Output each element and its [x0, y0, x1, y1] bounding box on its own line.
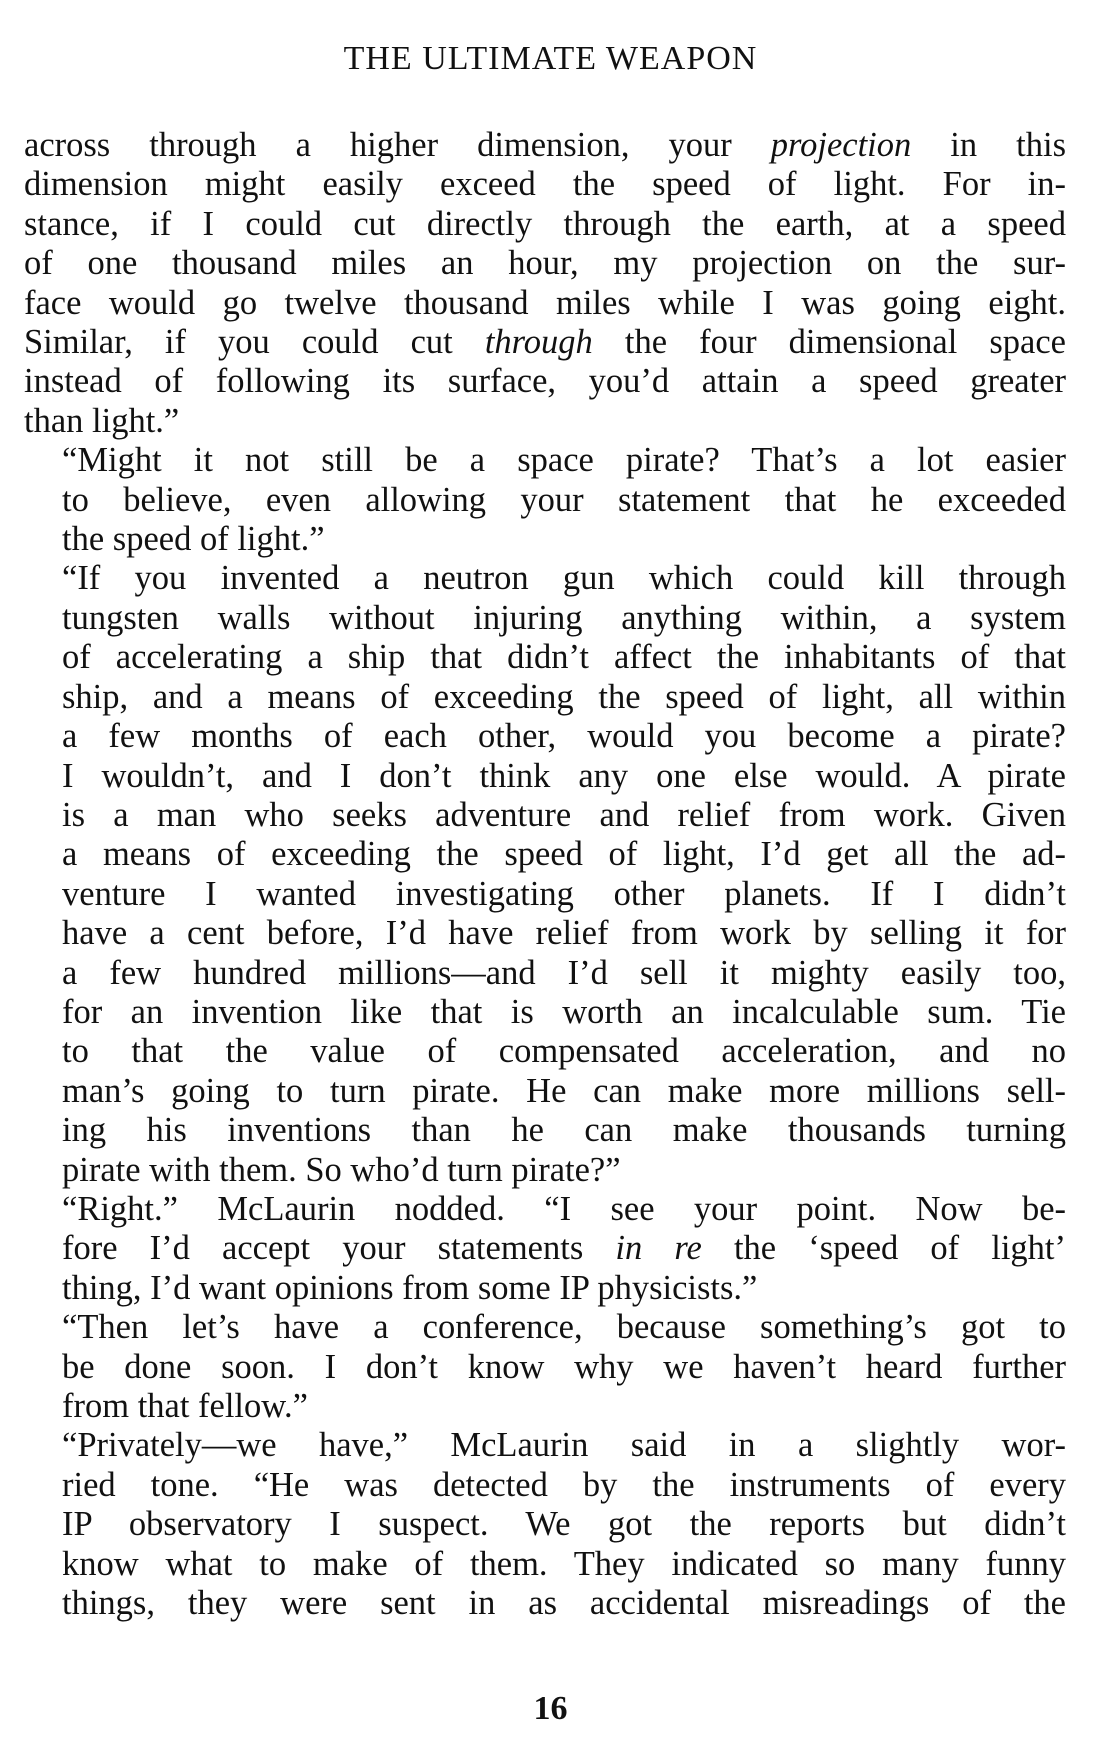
text-line	[24, 520, 1066, 559]
text-run: a few hundred millions—and I’d sell it mighty easily too,	[62, 953, 1066, 992]
text-run: know what to make of them. They indicated so many funny	[62, 1544, 1066, 1583]
page-number: 16	[533, 1690, 568, 1727]
text-run: than light.”	[24, 401, 180, 440]
text-line	[24, 954, 1066, 993]
text-run: to believe, even allowing your statement that he exceeded	[62, 480, 1066, 519]
text-run: a few months of each other, would you become a pirate?	[62, 717, 1066, 756]
text-line	[24, 875, 1066, 914]
text-run: I wouldn’t, and I don’t think any one else would. A pirate	[62, 756, 1066, 795]
text-run: the speed of light.”	[62, 520, 325, 559]
text-line	[24, 1426, 1066, 1465]
text-run: across through a higher dimension, your	[24, 126, 771, 164]
text-line	[24, 559, 1066, 598]
text-line	[24, 1308, 1066, 1347]
text-line	[24, 1348, 1066, 1387]
text-line	[24, 1032, 1066, 1071]
paragraph	[24, 1308, 1066, 1426]
text-run: “Might it not still be a space pirate? That’s a lot easier	[62, 441, 1066, 480]
paragraph	[24, 559, 1066, 1190]
text-run: in this	[911, 126, 1066, 164]
text-run: from that fellow.”	[62, 1387, 308, 1425]
text-run: have a cent before, I’d have relief from work by selling it for	[62, 914, 1066, 953]
text-run: venture I wanted investigating other planets. If I didn’t	[62, 874, 1066, 913]
text-line	[24, 1545, 1066, 1584]
text-run: ried tone. “He was detected by the instruments of every	[62, 1465, 1066, 1504]
text-line	[24, 126, 1066, 165]
text-run: ship, and a means of exceeding the speed of light, all within	[62, 677, 1066, 716]
text-line	[24, 1229, 1066, 1268]
text-run: ing his inventions than he can make thousands turning	[62, 1111, 1066, 1150]
text-line	[24, 993, 1066, 1032]
running-head: THE ULTIMATE WEAPON	[343, 40, 758, 77]
text-line	[24, 914, 1066, 953]
italic-text: projection	[770, 126, 912, 164]
text-run: “Privately—we have,” McLaurin said in a slightly wor-	[62, 1426, 1066, 1465]
text-line	[24, 244, 1066, 283]
paragraph	[24, 1190, 1066, 1308]
text-line	[24, 481, 1066, 520]
text-line	[24, 1151, 1066, 1190]
text-line	[24, 599, 1066, 638]
paragraph	[24, 1426, 1066, 1623]
text-line	[24, 796, 1066, 835]
text-run: a means of exceeding the speed of light, I’d get all the ad-	[62, 835, 1066, 874]
text-line	[24, 402, 1066, 441]
text-run: of accelerating a ship that didn’t affect the inhabitants of that	[62, 638, 1066, 677]
text-line	[24, 678, 1066, 717]
paragraph	[24, 441, 1066, 559]
text-line	[24, 362, 1066, 401]
text-run: tungsten walls without injuring anything within, a system	[62, 598, 1066, 637]
text-run: thing, I’d want opinions from some IP physicists.”	[62, 1268, 758, 1307]
text-run: the ‘speed of light’	[701, 1229, 1067, 1268]
text-line	[24, 1387, 1066, 1426]
text-run: to that the value of compensated acceleration, and no	[62, 1032, 1066, 1071]
text-run: instead of following its surface, you’d attain a speed greater	[24, 362, 1066, 401]
italic-text: in re	[615, 1229, 702, 1268]
text-line	[24, 165, 1066, 204]
text-line	[24, 1072, 1066, 1111]
paragraph	[24, 126, 1066, 441]
text-line	[24, 1584, 1066, 1623]
text-run: is a man who seeks adventure and relief from work. Given	[62, 795, 1066, 834]
text-line	[24, 205, 1066, 244]
text-run: face would go twelve thousand miles while I was going eight.	[24, 283, 1066, 322]
text-line	[24, 284, 1066, 323]
text-run: things, they were sent in as accidental misreadings of the	[62, 1584, 1066, 1623]
text-run: fore I’d accept your statements	[62, 1229, 616, 1268]
text-line	[24, 835, 1066, 874]
text-line	[24, 717, 1066, 756]
italic-text: through	[484, 323, 593, 362]
text-run: Similar, if you could cut	[24, 323, 485, 362]
body-text	[24, 126, 1066, 1623]
text-run: stance, if I could cut directly through the earth, at a speed	[24, 204, 1066, 243]
text-line	[24, 757, 1066, 796]
text-line	[24, 1269, 1066, 1308]
text-run: “If you invented a neutron gun which could kill through	[62, 559, 1066, 598]
text-run: pirate with them. So who’d turn pirate?”	[62, 1150, 621, 1189]
text-run: “Then let’s have a conference, because something’s got to	[62, 1308, 1066, 1347]
text-run: dimension might easily exceed the speed of light. For in-	[24, 165, 1066, 204]
text-line	[24, 1190, 1066, 1229]
text-line	[24, 1505, 1066, 1544]
text-line	[24, 323, 1066, 362]
text-line	[24, 1466, 1066, 1505]
text-run: of one thousand miles an hour, my projection on the sur-	[24, 244, 1066, 283]
text-run: man’s going to turn pirate. He can make more millions sell-	[62, 1071, 1066, 1110]
text-line	[24, 638, 1066, 677]
text-line	[24, 441, 1066, 480]
text-run: the four dimensional space	[592, 323, 1066, 362]
text-run: be done soon. I don’t know why we haven’t heard further	[62, 1347, 1066, 1386]
text-run: “Right.” McLaurin nodded. “I see your point. Now be-	[62, 1189, 1066, 1228]
text-line	[24, 1111, 1066, 1150]
text-run: IP observatory I suspect. We got the reports but didn’t	[62, 1505, 1066, 1544]
text-run: for an invention like that is worth an incalculable sum. Tie	[62, 992, 1066, 1031]
